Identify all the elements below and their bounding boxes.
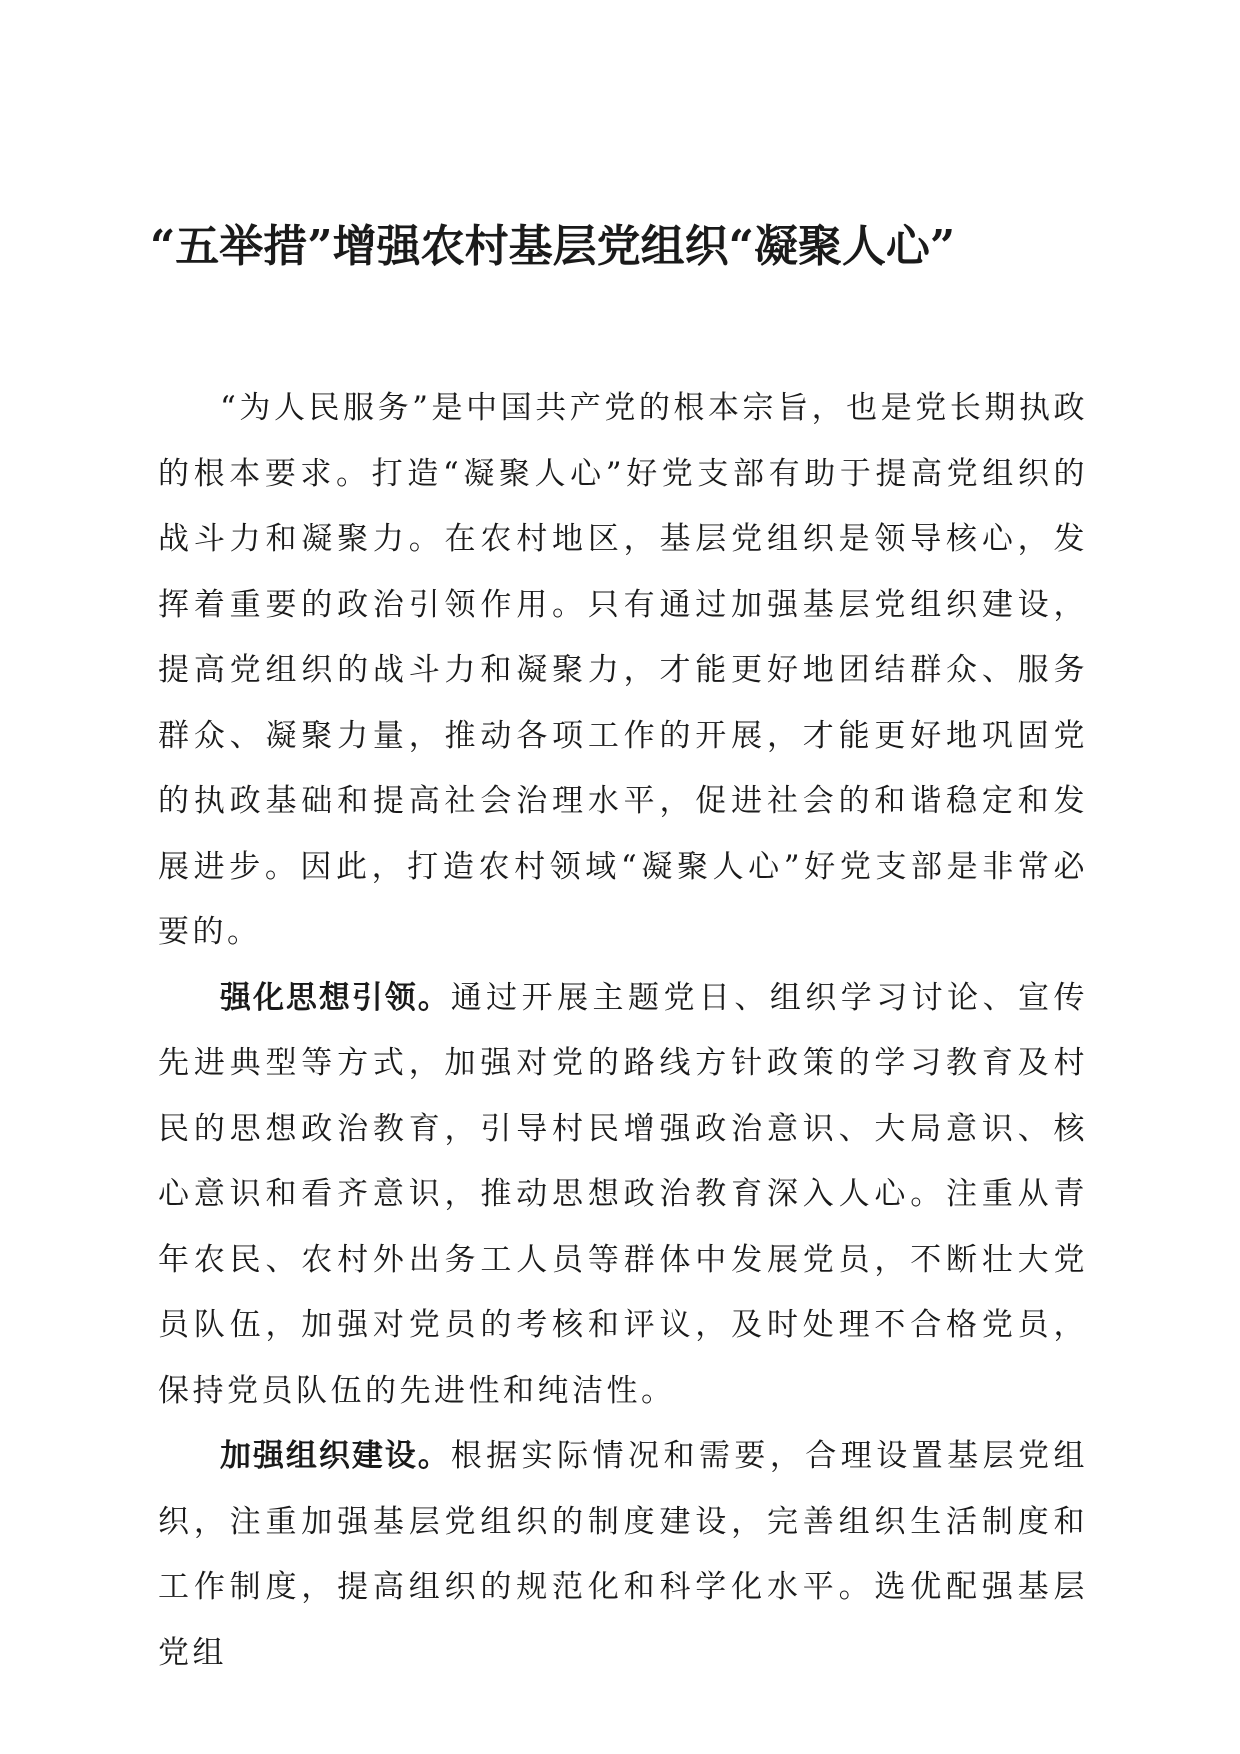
document-body — [158, 376, 1088, 1686]
paragraph-text: “为人民服务”是中国共产党的根本宗旨，也是党长期执政的根本要求。打造“凝聚人心”好党支部有助于提高党组织的战斗力和凝聚力。在农村地区，基层党组织是领导核心，发挥着重要的政治引领作用。只有通过加强基层党组织建设，提高党组织的战斗力和凝聚力，才能更好地团结群众、服务群众、凝聚力量，推动各项工作的开展，才能更好地巩固党的执政基础和提高社会治理水平，促进社会的和谐稳定和发展进步。因此，打造农村领域“凝聚人心”好党支部是非常必要的。 — [158, 390, 1088, 950]
paragraph-intro — [158, 376, 1088, 966]
paragraph-text: 根据实际情况和需要，合理设置基层党组织，注重加强基层党组织的制度建设，完善组织生活制度和工作制度，提高组织的规范化和科学化水平。选优配强基层党组 — [158, 1438, 1089, 1671]
paragraph-text: 通过开展主题党日、组织学习讨论、宣传先进典型等方式，加强对党的路线方针政策的学习教育及村民的思想政治教育，引导村民增强政治意识、大局意识、核心意识和看齐意识，推动思想政治教育深入人心。注重从青年农民、农村外出务工人员等群体中发展党员，不断壮大党员队伍，加强对党员的考核和评议，及时处理不合格党员，保持党员队伍的先进性和纯洁性。 — [158, 979, 1089, 1409]
document-title: “五举措”增强农村基层党组织“凝聚人心” — [150, 221, 956, 272]
paragraph-ideological-guidance — [158, 966, 1088, 1425]
paragraph-lead-heading: 强化思想引领。 — [220, 979, 451, 1016]
paragraph-lead-heading: 加强组织建设。 — [220, 1438, 451, 1474]
paragraph-organization-building — [158, 1424, 1088, 1686]
